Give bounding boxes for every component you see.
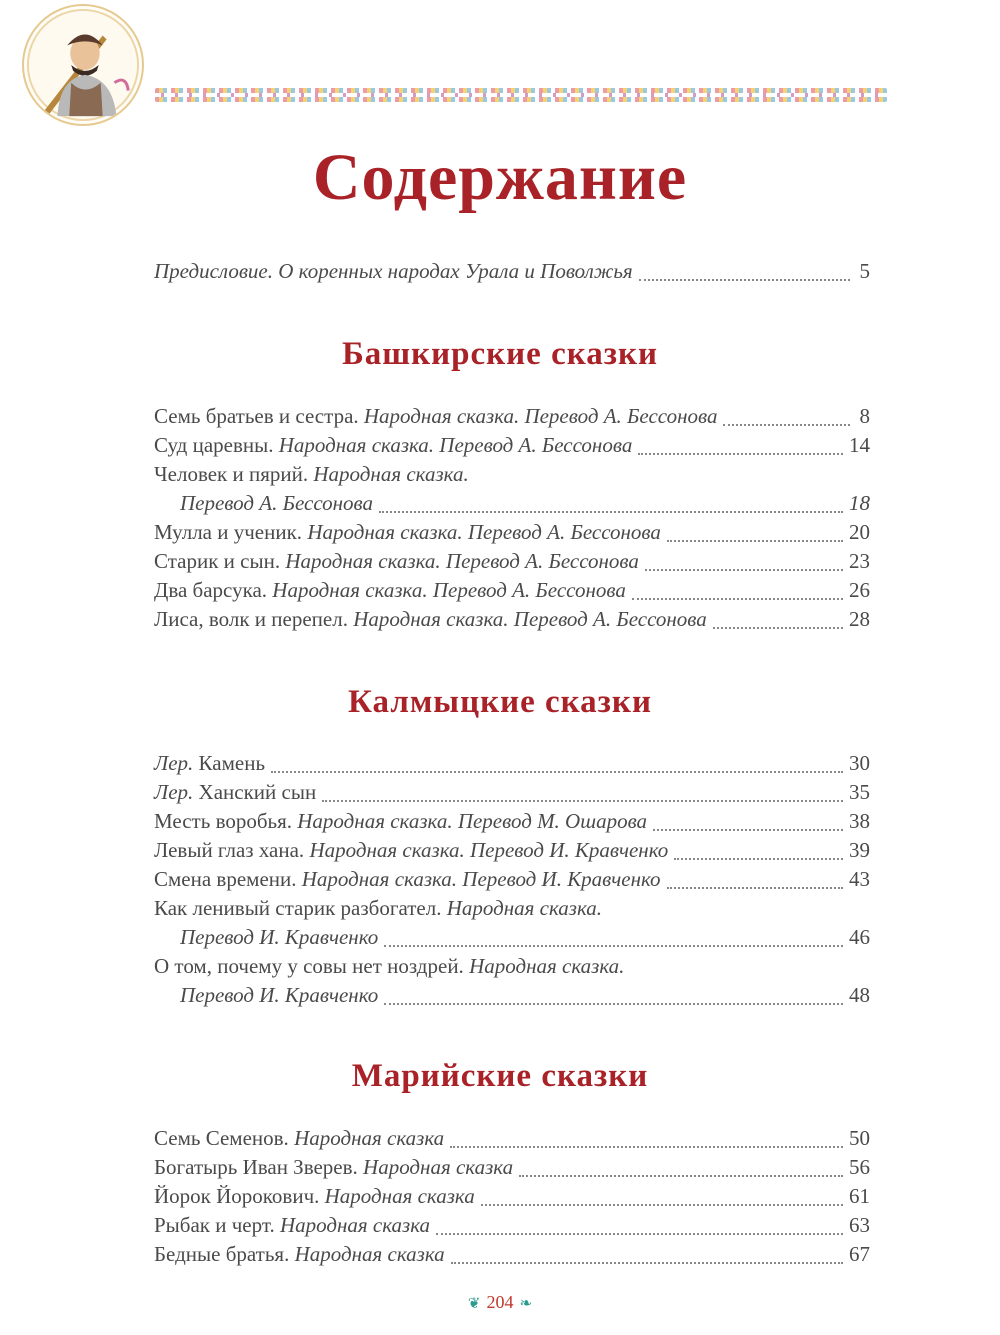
dot-leader: [667, 526, 843, 542]
page-number: 23: [849, 549, 870, 573]
entry-prefix: Лер.: [154, 751, 194, 775]
dot-leader: [723, 410, 850, 426]
dot-leader: [451, 1248, 843, 1264]
entry-detail: Народная сказка. Перевод А. Бессонова: [363, 404, 718, 428]
entry-title: Ханский сын: [198, 780, 317, 804]
page-number: 30: [849, 751, 870, 775]
section-title-bashkir: Башкирские сказки: [341, 336, 659, 372]
dot-leader: [638, 439, 843, 455]
entry-title: Как ленивый старик разбогател.: [154, 896, 442, 920]
page-number: 28: [849, 607, 870, 631]
entry-title: Семь братьев и сестра.: [154, 404, 359, 428]
entry-detail: Народная сказка.: [446, 896, 603, 920]
entry-title: О том, почему у совы нет ноздрей.: [154, 954, 464, 978]
entry-detail: Народная сказка. Перевод М. Ошарова: [297, 809, 648, 833]
entry-detail: Народная сказка. Перевод А. Бессонова: [285, 549, 639, 573]
preface-text: Предисловие. О коренных народах Урала и Поволжья: [154, 259, 633, 283]
dot-leader: [653, 815, 843, 831]
toc-row[interactable]: [154, 547, 870, 575]
toc-row-preface[interactable]: [154, 257, 870, 285]
toc-row[interactable]: [154, 1124, 870, 1152]
dot-leader: [674, 844, 843, 860]
entry-title: Человек и пярий.: [154, 462, 309, 486]
dot-leader: [436, 1219, 843, 1235]
entry-detail: Народная сказка.: [313, 462, 469, 486]
floral-ornament-icon: ❧: [519, 1296, 533, 1312]
page-number: 38: [849, 809, 870, 833]
toc-row[interactable]: [154, 576, 870, 604]
toc-row[interactable]: [154, 807, 870, 835]
entry-detail: Народная сказка: [294, 1126, 445, 1150]
page-number: 18: [849, 491, 870, 515]
dot-leader: [713, 613, 843, 629]
dot-leader: [632, 584, 843, 600]
entry-detail: Перевод И. Кравченко: [180, 925, 379, 949]
dot-leader: [450, 1132, 843, 1148]
entry-detail: Народная сказка. Перевод И. Кравченко: [301, 867, 661, 891]
toc-row[interactable]: [154, 778, 870, 806]
entry-title: Рыбак и черт.: [154, 1213, 275, 1237]
section-title-mari: Марийские сказки: [351, 1058, 649, 1094]
dot-leader: [384, 989, 843, 1005]
dot-leader: [639, 265, 850, 281]
entry-detail: Перевод А. Бессонова: [180, 491, 374, 515]
dot-leader: [322, 786, 843, 802]
page-number: 14: [849, 433, 870, 457]
entry-detail: Народная сказка: [324, 1184, 475, 1208]
dot-leader: [519, 1161, 843, 1177]
entry-title: Мулла и ученик.: [154, 520, 303, 544]
entry-title: Семь Семенов.: [154, 1126, 289, 1150]
toc-row-continuation[interactable]: [180, 923, 870, 951]
page-number: 5: [859, 259, 870, 283]
entry-detail: Перевод И. Кравченко: [180, 983, 379, 1007]
entry-title: Месть воробья.: [154, 809, 293, 833]
entry-title: Два барсука.: [154, 578, 268, 602]
toc-row[interactable]: [154, 1211, 870, 1239]
folk-ornament-band: [155, 88, 887, 102]
toc-row-continuation[interactable]: [180, 489, 870, 517]
toc-row[interactable]: [154, 836, 870, 864]
entry-title: Лиса, волк и перепел.: [154, 607, 348, 631]
entry-detail: Народная сказка. Перевод А. Бессонова: [272, 578, 626, 602]
toc-row[interactable]: [154, 605, 870, 633]
entry-title: Бедные братья.: [154, 1242, 290, 1266]
entry-title: Старик и сын.: [154, 549, 281, 573]
page-footer: [0, 1292, 1000, 1313]
entry-title: Смена времени.: [154, 867, 297, 891]
dot-leader: [645, 555, 843, 571]
dot-leader: [481, 1190, 843, 1206]
toc-row[interactable]: [154, 1153, 870, 1181]
page-title: Содержание: [312, 141, 688, 214]
page-number: 67: [849, 1242, 870, 1266]
page-number: 26: [849, 578, 870, 602]
page-number: 63: [849, 1213, 870, 1237]
page-number: 20: [849, 520, 870, 544]
page-number: 39: [849, 838, 870, 862]
toc-row[interactable]: [154, 518, 870, 546]
page-number: 35: [849, 780, 870, 804]
toc-row[interactable]: [154, 749, 870, 777]
floral-ornament-icon: ❦: [467, 1296, 481, 1312]
entry-title: Богатырь Иван Зверев.: [154, 1155, 358, 1179]
entry-detail: Народная сказка. Перевод А. Бессонова: [353, 607, 707, 631]
entry-detail: Народная сказка. Перевод А. Бессонова: [307, 520, 661, 544]
dot-leader: [384, 931, 843, 947]
page-number: 8: [859, 404, 870, 428]
page-number: 61: [849, 1184, 870, 1208]
entry-prefix: Лер.: [154, 780, 194, 804]
entry-detail: Народная сказка. Перевод А. Бессонова: [278, 433, 633, 457]
toc-row[interactable]: [154, 894, 870, 922]
page-number: 56: [849, 1155, 870, 1179]
toc-row[interactable]: [154, 402, 870, 430]
portrait-medallion-icon: [22, 4, 144, 126]
entry-title: Йорок Йорокович.: [154, 1184, 320, 1208]
page-number: 50: [849, 1126, 870, 1150]
entry-detail: Народная сказка. Перевод И. Кравченко: [309, 838, 669, 862]
section-title-kalmyk: Калмыцкие сказки: [348, 684, 652, 720]
entry-title: Левый глаз хана.: [154, 838, 305, 862]
toc-row[interactable]: [154, 1182, 870, 1210]
dot-leader: [271, 757, 843, 773]
toc-row[interactable]: [154, 952, 870, 980]
entry-detail: Народная сказка: [363, 1155, 514, 1179]
entry-detail: Народная сказка.: [469, 954, 625, 978]
dot-leader: [667, 873, 843, 889]
toc-row-continuation[interactable]: [180, 981, 870, 1009]
page-number: 48: [849, 983, 870, 1007]
toc-row[interactable]: [154, 1240, 870, 1268]
entry-detail: Народная сказка: [294, 1242, 445, 1266]
page-number: 46: [849, 925, 870, 949]
toc-row[interactable]: [154, 460, 870, 488]
entry-title: Камень: [198, 751, 266, 775]
dot-leader: [379, 497, 843, 513]
footer-page-number: 204: [486, 1292, 514, 1312]
page-number: 43: [849, 867, 870, 891]
entry-title: Суд царевны.: [154, 433, 274, 457]
entry-detail: Народная сказка: [279, 1213, 431, 1237]
toc-row[interactable]: [154, 865, 870, 893]
toc-row[interactable]: [154, 431, 870, 459]
